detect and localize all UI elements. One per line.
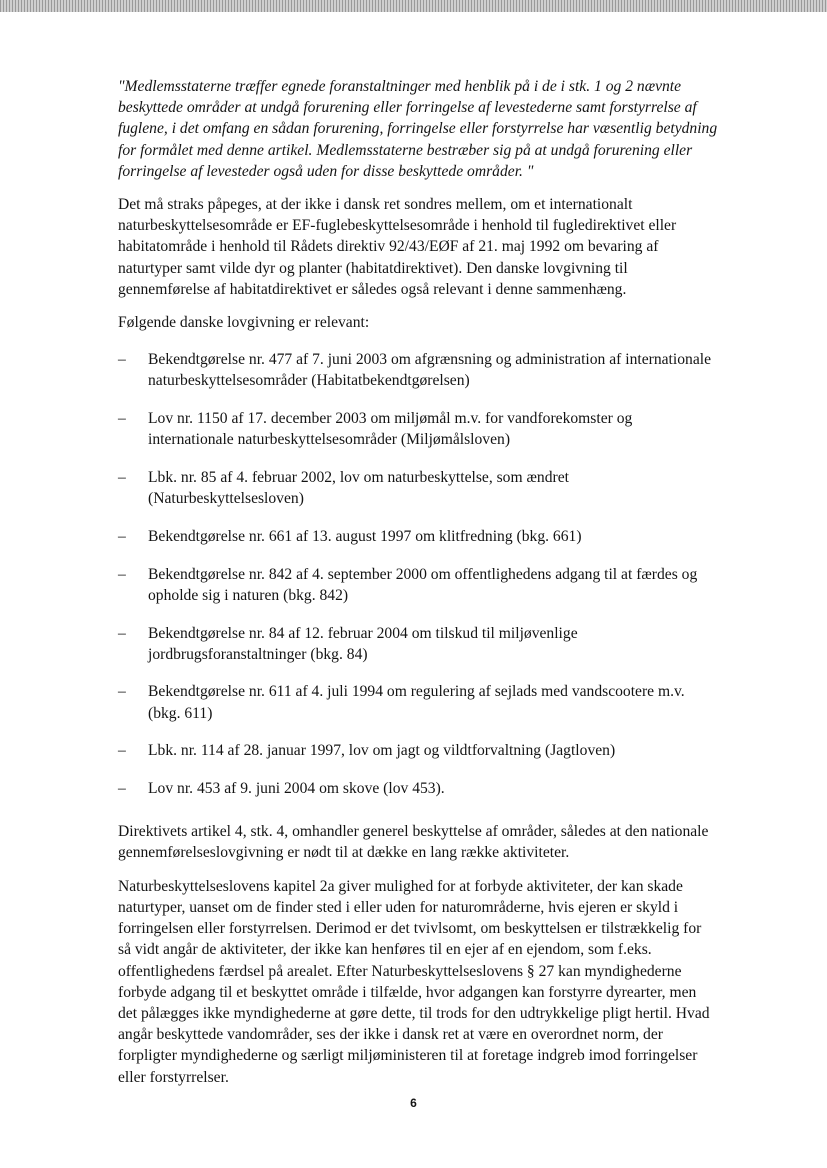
law-text: Bekendtgørelse nr. 661 af 13. august 1997 om klitfredning (bkg. 661) — [148, 527, 582, 545]
law-text: Lbk. nr. 85 af 4. februar 2002, lov om naturbeskyttelse, som ændret (Naturbeskyttelsesloven) — [148, 469, 569, 508]
dash-bullet: – — [118, 624, 126, 642]
dash-bullet: – — [118, 410, 126, 428]
dash-bullet: – — [118, 683, 126, 701]
paragraph-legislation-intro: Følgende danske lovgivning er relevant: — [118, 314, 370, 332]
legislation-list — [118, 349, 718, 799]
list-item — [118, 740, 718, 761]
dash-bullet: – — [118, 351, 126, 369]
document-page — [118, 76, 718, 1100]
list-item — [118, 778, 718, 799]
law-text: Lov nr. 1150 af 17. december 2003 om miljømål m.v. for vandforekomster og internationale naturbeskyttelsesområder (Miljømålsloven) — [148, 410, 633, 449]
list-item — [118, 681, 718, 723]
page-number: 6 — [410, 1096, 417, 1110]
list-item — [118, 349, 718, 391]
law-text: Lov nr. 453 af 9. juni 2004 om skove (lov 453). — [148, 780, 445, 798]
legislation-list-block — [118, 349, 718, 799]
law-text: Bekendtgørelse nr. 611 af 4. juli 1994 om regulering af sejlads med vandscootere m.v. (bkg. 611) — [148, 683, 685, 722]
law-text: Lbk. nr. 114 af 28. januar 1997, lov om jagt og vildtforvaltning (Jagtloven) — [148, 742, 616, 760]
list-item — [118, 467, 718, 509]
law-text: Bekendtgørelse nr. 842 af 4. september 2000 om offentlighedens adgang til at færdes og opholde sig i naturen (bkg. 842) — [148, 565, 698, 604]
paragraph-article-4: Direktivets artikel 4, stk. 4, omhandler generel beskyttelse af områder, således at den nationale gennemførelseslovgivning er nødt til at dække en lang række aktiviteter. — [118, 823, 709, 862]
list-item — [118, 623, 718, 665]
dash-bullet: – — [118, 527, 126, 545]
directive-quote: "Medlemsstaterne træffer egnede foranstaltninger med henblik på i de i stk. 1 og 2 nævnte beskyttede områder at undgå forurening eller forringelse af levestederne samt forstyrrelse af fuglene, i det omfang en sådan forurening, forringelse eller forstyrrelse har væsentlig betydning for formålet med denne artikel. Medlemsstaterne bestræber sig på at undgå forurening eller forringelse af levesteder også uden for disse beskyttede områder. " — [118, 78, 718, 180]
dash-bullet: – — [118, 565, 126, 583]
list-item — [118, 526, 718, 547]
scan-edge-artifact — [0, 0, 827, 12]
dash-bullet: – — [118, 780, 126, 798]
law-text: Bekendtgørelse nr. 84 af 12. februar 2004 om tilskud til miljøvenlige jordbrugsforanstaltninger (bkg. 84) — [148, 624, 578, 663]
dash-bullet: – — [118, 469, 126, 487]
list-item — [118, 408, 718, 450]
dash-bullet: – — [118, 742, 126, 760]
list-item — [118, 564, 718, 606]
law-text: Bekendtgørelse nr. 477 af 7. juni 2003 om afgrænsning og administration af internationale naturbeskyttelsesområder (Habitatbekendtgørelsen) — [148, 351, 711, 390]
paragraph-distinction: Det må straks påpeges, at der ikke i dansk ret sondres mellem, om et internationalt naturbeskyttelsesområde er EF-fuglebeskyttelsesområde i henhold til fugledirektivet eller habitatområde i henhold til Rådets direktiv 92/43/EØF af 21. maj 1992 om bevaring af naturtyper samt vilde dyr og planter (habitatdirektivet). Den danske lovgivning til gennemførelse af habitatdirektivet er således også relevant i denne sammenhæng. — [118, 196, 677, 298]
paragraph-nature-protection-act: Naturbeskyttelseslovens kapitel 2a giver mulighed for at forbyde aktiviteter, der kan skade naturtyper, uanset om de finder sted i eller uden for naturområderne, hvis ejeren er skyld i forringelsen eller forstyrrelsen. Derimod er det tvivlsomt, om beskyttelsen er tilstrækkelig for så vidt angår de aktiviteter, der ikke kan henføres til en ejer af en ejendom, som f.eks. offentlighedens færdsel på arealet. Efter Naturbeskyttelseslovens § 27 kan myndighederne forbyde adgang til et beskyttet område i tilfælde, hvor adgangen kan forstyrre dyrearter, men det pålægges ikke myndighederne at gøre dette, til trods for den udtrykkelige pligt hertil. Hvad angår beskyttede vandområder, ses der ikke i dansk ret at være en overordnet norm, der forpligter myndighederne og særligt miljøministeren til at foretage indgreb imod forringelser eller forstyrrelser. — [118, 877, 710, 1086]
